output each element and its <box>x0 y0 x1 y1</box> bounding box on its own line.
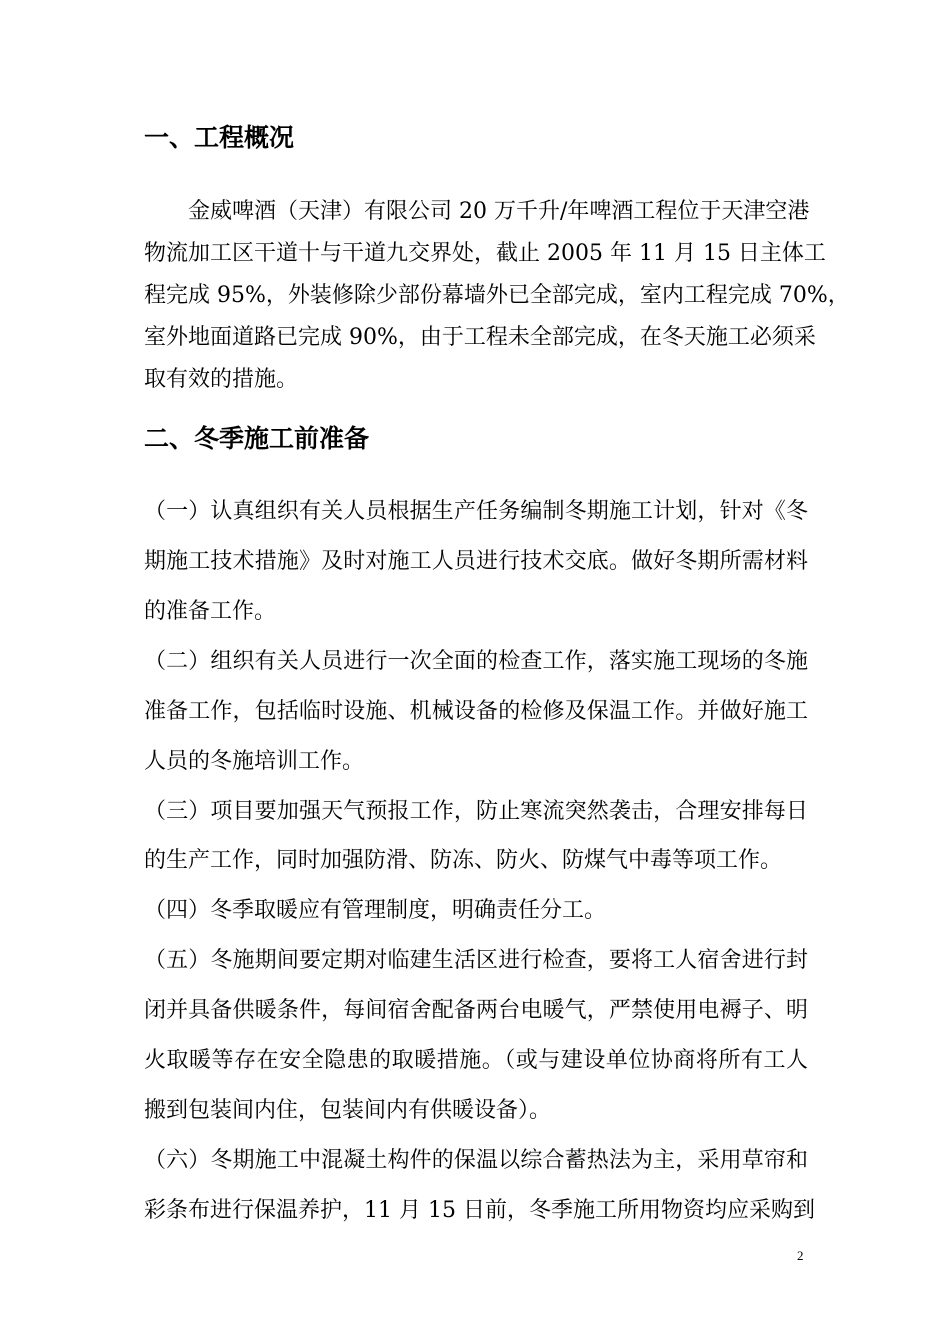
list-item-line: 准备工作，包括临时设施、机械设备的检修及保温工作。并做好施工 <box>144 699 808 724</box>
list-item-line: 火取暖等存在安全隐患的取暖措施。（或与建设单位协商将所有工人 <box>144 1048 808 1073</box>
list-item-line: 人员的冬施培训工作。 <box>144 749 365 774</box>
paragraph-line: 物流加工区干道十与干道九交界处，截止 2005 年 11 月 15 日主体工 <box>144 241 826 266</box>
section-heading-winter-preparation: 二、冬季施工前准备 <box>144 424 370 453</box>
list-item-line: 期施工技术措施》及时对施工人员进行技术交底。做好冬期所需材料 <box>144 549 808 574</box>
list-item-line: （二）组织有关人员进行一次全面的检查工作，落实施工现场的冬施 <box>144 649 808 674</box>
section-heading-overview: 一、工程概况 <box>144 123 295 152</box>
list-item-line: 的生产工作，同时加强防滑、防冻、防火、防煤气中毒等项工作。 <box>144 848 783 873</box>
list-item-line: （一）认真组织有关人员根据生产任务编制冬期施工计划，针对《冬 <box>144 499 808 524</box>
paragraph-line: 金威啤酒（天津）有限公司 20 万千升/年啤酒工程位于天津空港 <box>188 199 810 224</box>
paragraph-line: 取有效的措施。 <box>144 367 299 392</box>
paragraph-line: 室外地面道路已完成 90%，由于工程未全部完成，在冬天施工必须采 <box>144 325 816 350</box>
list-item-line: 搬到包装间内住，包装间内有供暖设备）。 <box>144 1098 552 1123</box>
list-item-line: （三）项目要加强天气预报工作，防止寒流突然袭击，合理安排每日 <box>144 799 808 824</box>
page-number: 2 <box>797 1248 804 1263</box>
list-item-line: （四）冬季取暖应有管理制度，明确责任分工。 <box>144 898 607 923</box>
list-item-line: 彩条布进行保温养护，11 月 15 日前，冬季施工所用物资均应采购到 <box>144 1198 815 1223</box>
list-item-line: 的准备工作。 <box>144 599 277 624</box>
list-item-line: 闭并具备供暖条件，每间宿舍配备两台电暖气，严禁使用电褥子、明 <box>144 998 808 1023</box>
list-item-line: （五）冬施期间要定期对临建生活区进行检查，要将工人宿舍进行封 <box>144 948 808 973</box>
paragraph-line: 程完成 95%，外装修除少部份幕墙外已全部完成，室内工程完成 70%， <box>144 283 850 308</box>
list-item-line: （六）冬期施工中混凝土构件的保温以综合蓄热法为主，采用草帘和 <box>144 1148 808 1173</box>
